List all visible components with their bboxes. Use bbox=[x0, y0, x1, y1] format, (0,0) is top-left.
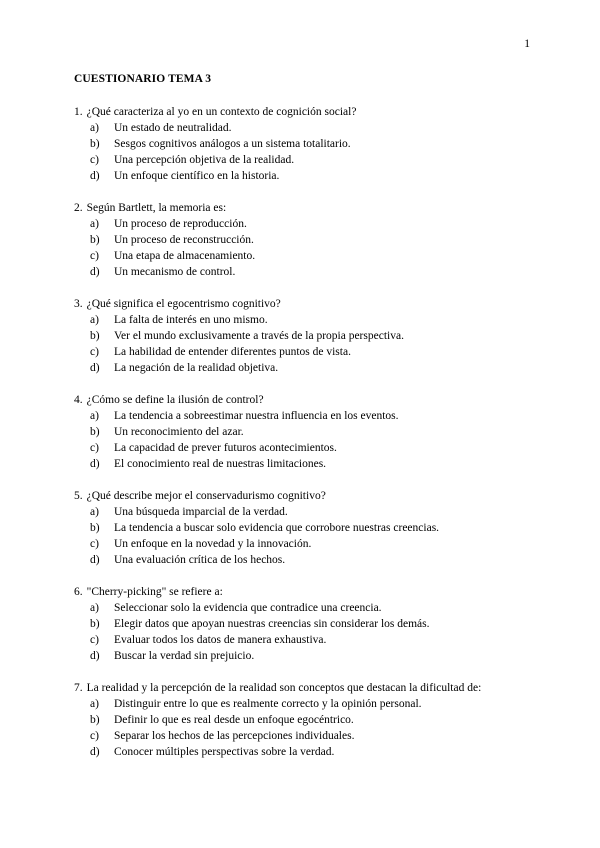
option-text: Separar los hechos de las percepciones individuales. bbox=[114, 730, 355, 742]
option-letter: a) bbox=[90, 410, 99, 422]
option-text: Distinguir entre lo que es realmente correcto y la opinión personal. bbox=[114, 698, 422, 710]
option-letter: c) bbox=[90, 538, 99, 550]
question-3 bbox=[74, 296, 544, 376]
option-list bbox=[74, 120, 544, 184]
option-text: Evaluar todos los datos de manera exhaustiva. bbox=[114, 634, 327, 646]
option-b bbox=[74, 424, 544, 440]
question-6 bbox=[74, 584, 544, 664]
option-list bbox=[74, 600, 544, 664]
question-2 bbox=[74, 200, 544, 280]
option-letter: d) bbox=[90, 746, 100, 758]
question-5 bbox=[74, 488, 544, 568]
option-letter: a) bbox=[90, 698, 99, 710]
option-d bbox=[74, 648, 544, 664]
option-letter: b) bbox=[90, 138, 100, 150]
option-letter: b) bbox=[90, 618, 100, 630]
option-list bbox=[74, 696, 544, 760]
option-letter: c) bbox=[90, 634, 99, 646]
question-number: 4. bbox=[74, 394, 83, 406]
option-b bbox=[74, 520, 544, 536]
question-number: 1. bbox=[74, 106, 83, 118]
question-text: La realidad y la percepción de la realidad son conceptos que destacan la dificultad de: bbox=[86, 682, 482, 694]
option-letter: d) bbox=[90, 362, 100, 374]
option-d bbox=[74, 552, 544, 568]
option-a bbox=[74, 696, 544, 712]
option-c bbox=[74, 152, 544, 168]
option-letter: d) bbox=[90, 266, 100, 278]
document-title: CUESTIONARIO TEMA 3 bbox=[74, 73, 212, 85]
option-letter: c) bbox=[90, 442, 99, 454]
option-letter: c) bbox=[90, 154, 99, 166]
option-text: El conocimiento real de nuestras limitaciones. bbox=[114, 458, 327, 470]
option-letter: d) bbox=[90, 650, 100, 662]
question-number: 6. bbox=[74, 586, 83, 598]
option-text: Un enfoque en la novedad y la innovación. bbox=[114, 538, 312, 550]
option-text: Sesgos cognitivos análogos a un sistema totalitario. bbox=[114, 138, 351, 150]
option-c bbox=[74, 344, 544, 360]
question-number: 3. bbox=[74, 298, 83, 310]
option-b bbox=[74, 616, 544, 632]
option-list bbox=[74, 408, 544, 472]
option-text: Definir lo que es real desde un enfoque egocéntrico. bbox=[114, 714, 354, 726]
option-c bbox=[74, 728, 544, 744]
question-text: "Cherry-picking" se refiere a: bbox=[86, 586, 223, 598]
option-text: Buscar la verdad sin prejuicio. bbox=[114, 650, 255, 662]
option-text: La habilidad de entender diferentes puntos de vista. bbox=[114, 346, 351, 358]
question-stem bbox=[74, 584, 544, 600]
question-text: ¿Cómo se define la ilusión de control? bbox=[86, 394, 264, 406]
option-text: Un proceso de reproducción. bbox=[114, 218, 247, 230]
option-list bbox=[74, 504, 544, 568]
question-text: ¿Qué caracteriza al yo en un contexto de cognición social? bbox=[86, 106, 357, 118]
option-a bbox=[74, 120, 544, 136]
option-text: Una búsqueda imparcial de la verdad. bbox=[114, 506, 288, 518]
option-letter: a) bbox=[90, 506, 99, 518]
option-letter: b) bbox=[90, 426, 100, 438]
option-text: Conocer múltiples perspectivas sobre la verdad. bbox=[114, 746, 335, 758]
question-list bbox=[74, 104, 544, 776]
option-b bbox=[74, 232, 544, 248]
option-text: Un enfoque científico en la historia. bbox=[114, 170, 280, 182]
option-a bbox=[74, 600, 544, 616]
question-7 bbox=[74, 680, 544, 760]
option-text: La tendencia a buscar solo evidencia que corrobore nuestras creencias. bbox=[114, 522, 440, 534]
option-letter: d) bbox=[90, 170, 100, 182]
option-letter: b) bbox=[90, 522, 100, 534]
option-letter: a) bbox=[90, 218, 99, 230]
option-c bbox=[74, 632, 544, 648]
option-list bbox=[74, 312, 544, 376]
option-text: La negación de la realidad objetiva. bbox=[114, 362, 279, 374]
option-b bbox=[74, 712, 544, 728]
option-letter: a) bbox=[90, 314, 99, 326]
option-c bbox=[74, 248, 544, 264]
option-list bbox=[74, 216, 544, 280]
option-d bbox=[74, 744, 544, 760]
page-number: 1 bbox=[524, 38, 530, 50]
option-letter: a) bbox=[90, 602, 99, 614]
question-stem bbox=[74, 488, 544, 504]
question-text: ¿Qué describe mejor el conservadurismo cognitivo? bbox=[86, 490, 326, 502]
question-stem bbox=[74, 200, 544, 216]
question-text: ¿Qué significa el egocentrismo cognitivo? bbox=[86, 298, 281, 310]
option-text: Elegir datos que apoyan nuestras creencias sin considerar los demás. bbox=[114, 618, 430, 630]
option-c bbox=[74, 536, 544, 552]
option-b bbox=[74, 136, 544, 152]
option-text: La falta de interés en uno mismo. bbox=[114, 314, 268, 326]
question-number: 5. bbox=[74, 490, 83, 502]
option-text: Un proceso de reconstrucción. bbox=[114, 234, 254, 246]
option-letter: b) bbox=[90, 330, 100, 342]
option-b bbox=[74, 328, 544, 344]
option-letter: b) bbox=[90, 714, 100, 726]
option-text: Una evaluación crítica de los hechos. bbox=[114, 554, 286, 566]
option-d bbox=[74, 264, 544, 280]
option-text: Una percepción objetiva de la realidad. bbox=[114, 154, 295, 166]
option-letter: c) bbox=[90, 250, 99, 262]
option-d bbox=[74, 456, 544, 472]
option-a bbox=[74, 216, 544, 232]
option-text: Un mecanismo de control. bbox=[114, 266, 236, 278]
question-4 bbox=[74, 392, 544, 472]
option-a bbox=[74, 504, 544, 520]
option-text: Ver el mundo exclusivamente a través de la propia perspectiva. bbox=[114, 330, 404, 342]
option-letter: b) bbox=[90, 234, 100, 246]
question-number: 2. bbox=[74, 202, 83, 214]
question-number: 7. bbox=[74, 682, 83, 694]
question-stem bbox=[74, 680, 544, 696]
option-d bbox=[74, 360, 544, 376]
option-c bbox=[74, 440, 544, 456]
option-text: La capacidad de prever futuros acontecimientos. bbox=[114, 442, 337, 454]
question-stem bbox=[74, 296, 544, 312]
option-letter: c) bbox=[90, 730, 99, 742]
option-text: Un estado de neutralidad. bbox=[114, 122, 232, 134]
option-letter: c) bbox=[90, 346, 99, 358]
option-text: Un reconocimiento del azar. bbox=[114, 426, 244, 438]
option-letter: d) bbox=[90, 554, 100, 566]
option-a bbox=[74, 312, 544, 328]
question-text: Según Bartlett, la memoria es: bbox=[86, 202, 227, 214]
option-letter: d) bbox=[90, 458, 100, 470]
question-1 bbox=[74, 104, 544, 184]
option-text: La tendencia a sobreestimar nuestra influencia en los eventos. bbox=[114, 410, 399, 422]
option-text: Una etapa de almacenamiento. bbox=[114, 250, 256, 262]
option-d bbox=[74, 168, 544, 184]
question-stem bbox=[74, 104, 544, 120]
option-letter: a) bbox=[90, 122, 99, 134]
option-a bbox=[74, 408, 544, 424]
question-stem bbox=[74, 392, 544, 408]
option-text: Seleccionar solo la evidencia que contradice una creencia. bbox=[114, 602, 382, 614]
